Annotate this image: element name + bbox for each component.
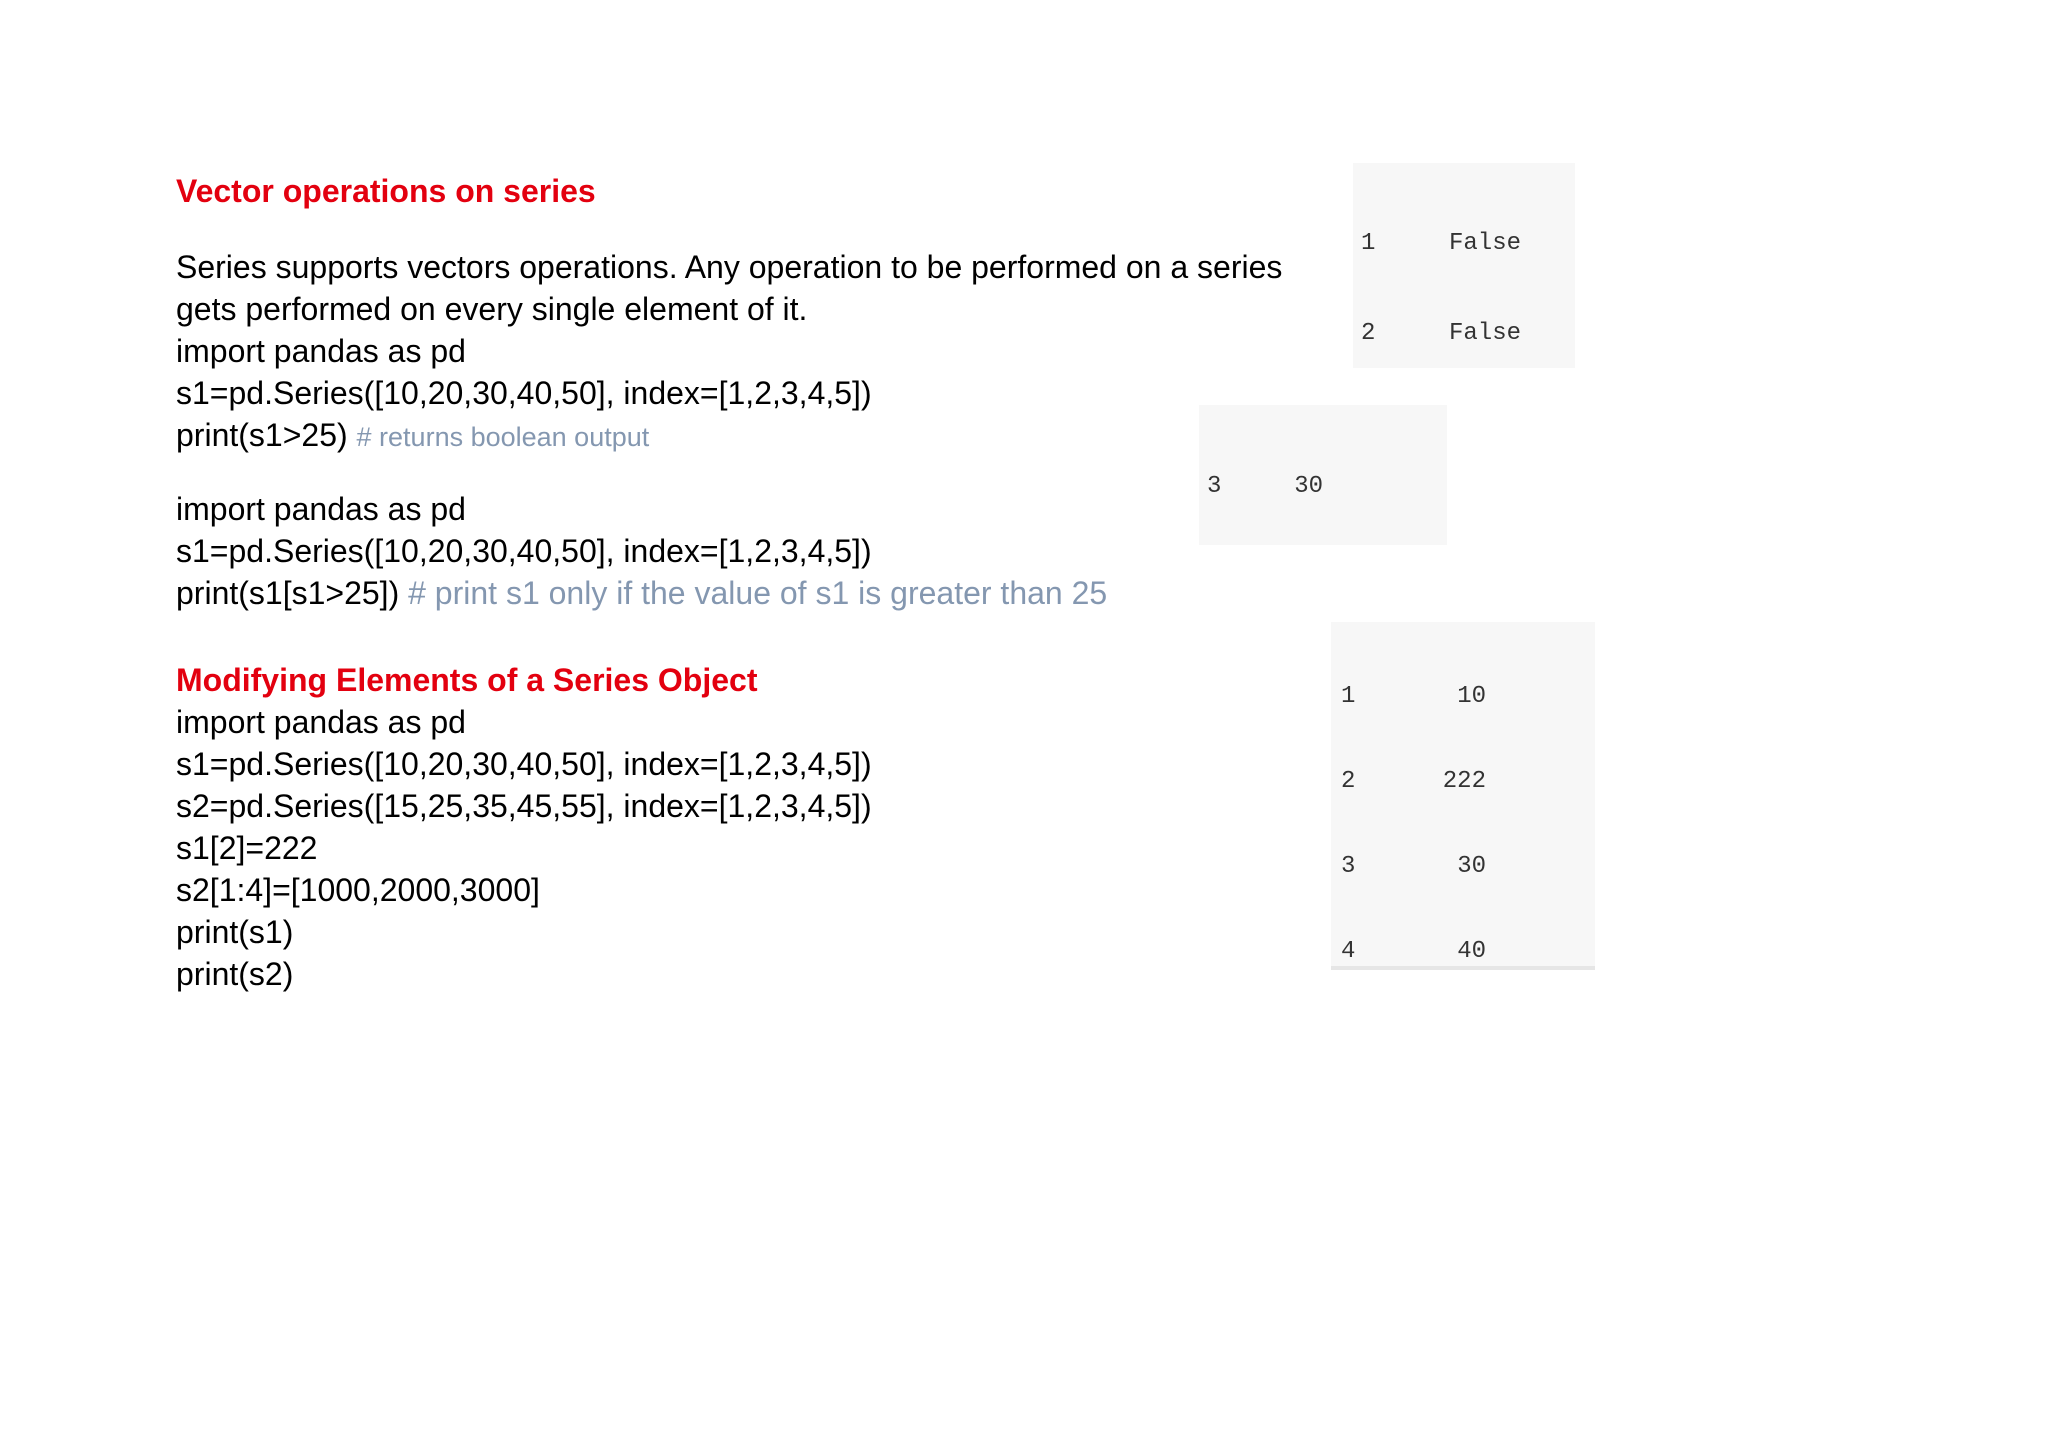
description-line: gets performed on every single element of it. (176, 291, 808, 327)
output-value: 10 (1457, 682, 1486, 710)
output-row (1341, 938, 1595, 966)
output-screenshot-modified (1331, 622, 1595, 970)
output-index: 4 (1341, 938, 1356, 966)
code-line: print(s1) (176, 914, 294, 950)
code-line: s2[1:4]=[1000,2000,3000] (176, 872, 540, 908)
output-value: False (1448, 230, 1521, 257)
description-line: Series supports vectors operations. Any operation to be performed on a series (176, 249, 1283, 285)
description-paragraph (176, 246, 1286, 330)
code-line-with-comment (176, 572, 1286, 614)
code-line: s1[2]=222 (176, 830, 318, 866)
output-value: 222 (1442, 768, 1486, 796)
output-row (1361, 229, 1575, 259)
code-line: import pandas as pd (176, 333, 466, 369)
output-row (1207, 472, 1447, 502)
code-text: print(s1>25) (176, 417, 348, 453)
code-line: s1=pd.Series([10,20,30,40,50], index=[1,2,3,4,5]) (176, 375, 872, 411)
output-index: 1 (1361, 230, 1376, 257)
output-row (1361, 319, 1575, 349)
code-line: import pandas as pd (176, 491, 466, 527)
output-index: 2 (1341, 768, 1356, 796)
code-text: print(s1[s1>25]) (176, 575, 400, 611)
output-index: 3 (1207, 473, 1222, 500)
slide-text-content (176, 170, 1286, 995)
code-line: print(s2) (176, 956, 294, 992)
output-screenshot-filtered (1199, 405, 1447, 545)
output-value: 40 (1457, 938, 1486, 966)
output-row (1341, 768, 1595, 796)
output-index: 3 (1341, 853, 1356, 881)
code-line: import pandas as pd (176, 704, 466, 740)
spacer (176, 614, 1286, 659)
output-row (1341, 683, 1595, 711)
output-screenshot-bool (1353, 163, 1575, 368)
code-line: s1=pd.Series([10,20,30,40,50], index=[1,2,3,4,5]) (176, 533, 872, 569)
code-comment: # returns boolean output (356, 422, 650, 452)
output-row (1341, 853, 1595, 881)
output-index: 2 (1361, 320, 1376, 347)
code-line-with-comment (176, 414, 1286, 458)
output-index: 1 (1341, 682, 1356, 710)
code-line: s2=pd.Series([15,25,35,45,55], index=[1,2,3,4,5]) (176, 788, 872, 824)
spacer (176, 458, 1286, 488)
output-value: 30 (1457, 853, 1486, 881)
section-title-modifying-elements: Modifying Elements of a Series Object (176, 662, 758, 698)
code-line: s1=pd.Series([10,20,30,40,50], index=[1,2,3,4,5]) (176, 746, 872, 782)
spacer (176, 212, 1286, 246)
code-comment: # print s1 only if the value of s1 is greater than 25 (408, 575, 1108, 611)
output-value: 30 (1294, 473, 1323, 500)
output-value: False (1448, 320, 1521, 347)
section-title-vector-operations: Vector operations on series (176, 173, 596, 209)
